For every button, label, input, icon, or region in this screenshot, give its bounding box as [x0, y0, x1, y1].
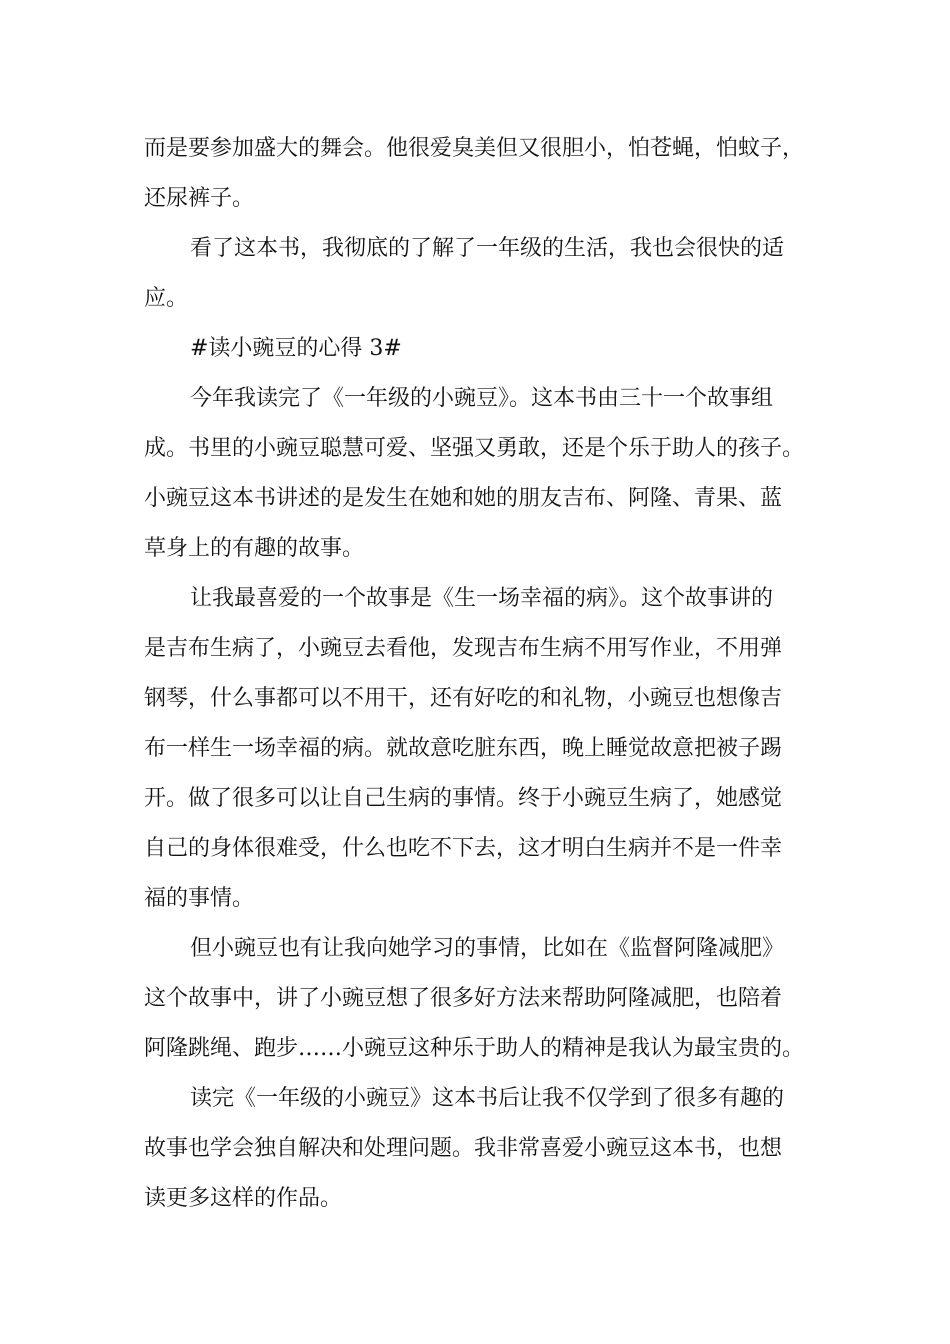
text-line: 让我最喜爱的一个故事是《生一场幸福的病》。这个故事讲的	[190, 586, 774, 611]
text-line: 应。	[144, 286, 189, 311]
text-line: 草身上的有趣的故事。	[144, 536, 365, 561]
text-line: 开。做了很多可以让自己生病的事情。终于小豌豆生病了，她感觉	[144, 786, 783, 811]
text-line: 钢琴，什么事都可以不用干，还有好吃的和礼物，小豌豆也想像吉	[144, 686, 783, 711]
text-line: 读更多这样的作品。	[144, 1186, 343, 1211]
text-line: 今年我读完了《一年级的小豌豆》。这本书由三十一个故事组	[190, 386, 774, 411]
essay-body	[144, 124, 806, 1224]
text-line: 小豌豆这本书讲述的是发生在她和她的朋友吉布、阿隆、青果、蓝	[144, 486, 783, 511]
text-line: 这个故事中，讲了小豌豆想了很多好方法来帮助阿隆减肥，也陪着	[144, 986, 783, 1011]
text-line: 自己的身体很难受，什么也吃不下去，这才明白生病并不是一件幸	[144, 836, 783, 861]
text-line: 福的事情。	[144, 886, 255, 911]
text-line: 阿隆跳绳、跑步……小豌豆这种乐于助人的精神是我认为最宝贵的。	[144, 1036, 805, 1061]
text-line: 布一样生一场幸福的病。就故意吃脏东西，晚上睡觉故意把被子踢	[144, 736, 783, 761]
text-line: 是吉布生病了，小豌豆去看他，发现吉布生病不用写作业，不用弹	[144, 636, 783, 661]
section-heading: #读小豌豆的心得 3#	[190, 336, 402, 361]
text-line: 看了这本书，我彻底的了解了一年级的生活，我也会很快的适	[190, 236, 785, 261]
text-line: 成。书里的小豌豆聪慧可爱、坚强又勇敢，还是个乐于助人的孩子。	[144, 436, 805, 461]
text-line: 而是要参加盛大的舞会。他很爱臭美但又很胆小，怕苍蝇，怕蚊子，	[144, 136, 805, 161]
text-line: 但小豌豆也有让我向她学习的事情，比如在《监督阿隆减肥》	[190, 936, 785, 961]
text-line: 还尿裤子。	[144, 186, 255, 211]
text-line: 故事也学会独自解决和处理问题。我非常喜爱小豌豆这本书，也想	[144, 1136, 783, 1161]
text-line: 读完《一年级的小豌豆》这本书后让我不仅学到了很多有趣的	[190, 1086, 785, 1111]
